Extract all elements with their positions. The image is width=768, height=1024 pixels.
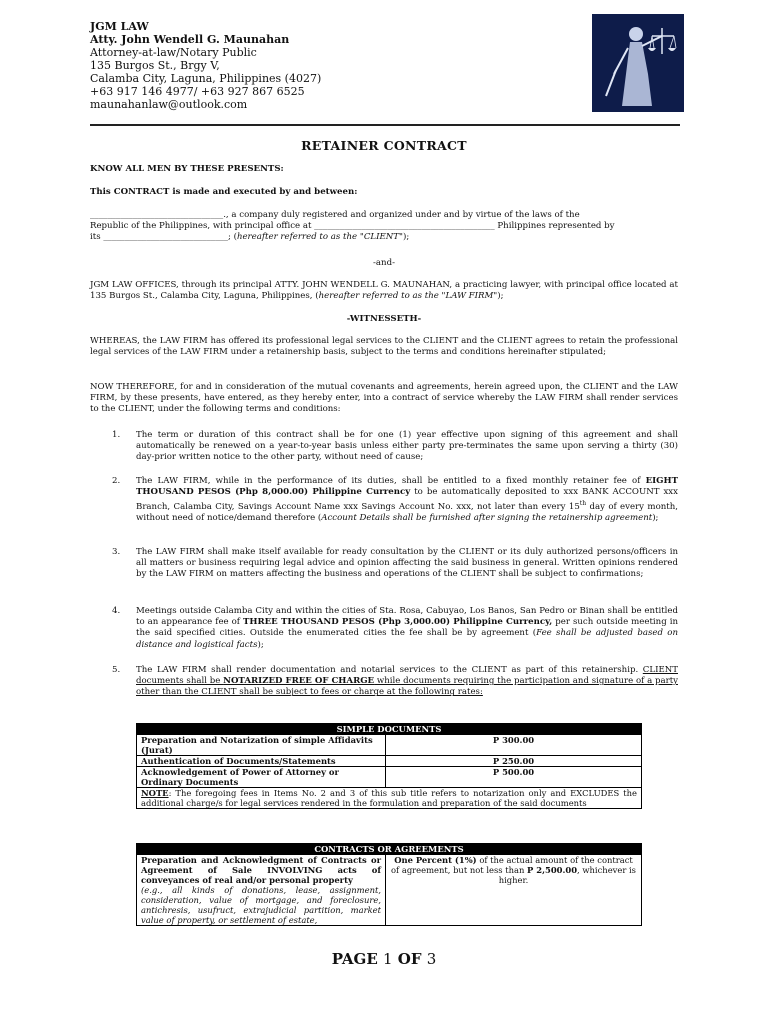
contracts-fee: One Percent (1%) of the actual amount of the contract of agreement, but not less than P 2,500.00, whichever is higher.: [386, 855, 642, 926]
intro-contract-made: This CONTRACT is made and executed by and between:: [90, 187, 358, 197]
table-row: [137, 756, 642, 767]
table-row: [137, 735, 642, 756]
fee-description: Preparation and Notarization of simple Affidavits (Jurat): [137, 735, 386, 756]
fee-description: Acknowledgement of Power of Attorney or Ordinary Documents: [137, 767, 386, 788]
intro-know-all-men: KNOW ALL MEN BY THESE PRESENTS:: [90, 164, 284, 174]
page-footer: PAGE 1 OF 3: [331, 950, 437, 968]
whereas-paragraph: WHEREAS, the LAW FIRM has offered its professional legal services to the CLIENT and the CLIENT agrees to retain the professional legal services of the LAW FIRM under a retainership basis, subject to the terms and conditions hereinafter stipulated;: [90, 336, 678, 358]
client-paragraph: [90, 210, 678, 244]
table-note-row: [137, 788, 642, 809]
table-note: NOTE: The foregoing fees in Items No. 2 and 3 of this sub title refers to notarization only and EXCLUDES the additional charge/s for legal services rendered in the formulation and preparation of the said documents: [137, 788, 642, 809]
client-line-2: Republic of the Philippines, with principal office at __________________________________________ Philippines represented by: [90, 221, 615, 232]
now-therefore-paragraph: NOW THEREFORE, for and in consideration of the mutual covenants and agreements, herein agreed upon, the CLIENT and the LAW FIRM, by these presents, have entered, as they hereby enter, into a contract of service whereby the LAW FIRM shall render services to the CLIENT, under the following terms and conditions:: [90, 382, 678, 415]
address-line-2: Calamba City, Laguna, Philippines (4027): [90, 72, 322, 85]
firm-name: JGM LAW: [90, 20, 149, 33]
fee-amount: P 250.00: [386, 756, 642, 767]
contracts-header: CONTRACTS OR AGREEMENTS: [137, 844, 642, 855]
fee-amount: P 500.00: [386, 767, 642, 788]
header-divider: [90, 124, 680, 126]
contracts-table: [136, 843, 642, 926]
address-line-1: 135 Burgos St., Brgy V,: [90, 59, 220, 72]
table-row: [137, 767, 642, 788]
client-line-3: its _____________________________; (hereafter referred to as the "CLIENT");: [90, 232, 410, 243]
document-title: RETAINER CONTRACT: [301, 138, 467, 153]
and-separator: -and-: [373, 258, 395, 268]
table-row: [137, 855, 642, 926]
email-address: maunahanlaw@outlook.com: [90, 98, 248, 111]
attorney-name: Atty. John Wendell G. Maunahan: [90, 33, 290, 46]
simple-documents-table: [136, 723, 642, 809]
client-line-1: _______________________________., a company duly registered and organized under and by virtue of the laws of the: [90, 210, 580, 220]
attorney-role: Attorney-at-law/Notary Public: [90, 46, 257, 59]
phone-numbers: +63 917 146 4977/ +63 927 867 6525: [90, 85, 305, 98]
fee-amount: P 300.00: [386, 735, 642, 756]
lady-justice-icon: [592, 14, 684, 112]
firm-paragraph: JGM LAW OFFICES, through its principal ATTY. JOHN WENDELL G. MAUNAHAN, a practicing lawyer, with principal office located at 135 Burgos St., Calamba City, Laguna, Philippines, (hereafter referred to as the "LAW FIRM");: [90, 280, 678, 302]
simple-documents-header: SIMPLE DOCUMENTS: [137, 724, 642, 735]
fee-description: Authentication of Documents/Statements: [137, 756, 386, 767]
witnesseth-heading: -WITNESSETH-: [346, 314, 422, 324]
contracts-description: Preparation and Acknowledgment of Contracts or Agreement of Sale INVOLVING acts of conveyances of real and/or personal property (e.g., all kinds of donations, lease, assignment, consideration, value of mortgage, and foreclosure, antichresis, usufruct, extrajudicial partition, market value of property, or settlement of estate,: [137, 855, 386, 926]
